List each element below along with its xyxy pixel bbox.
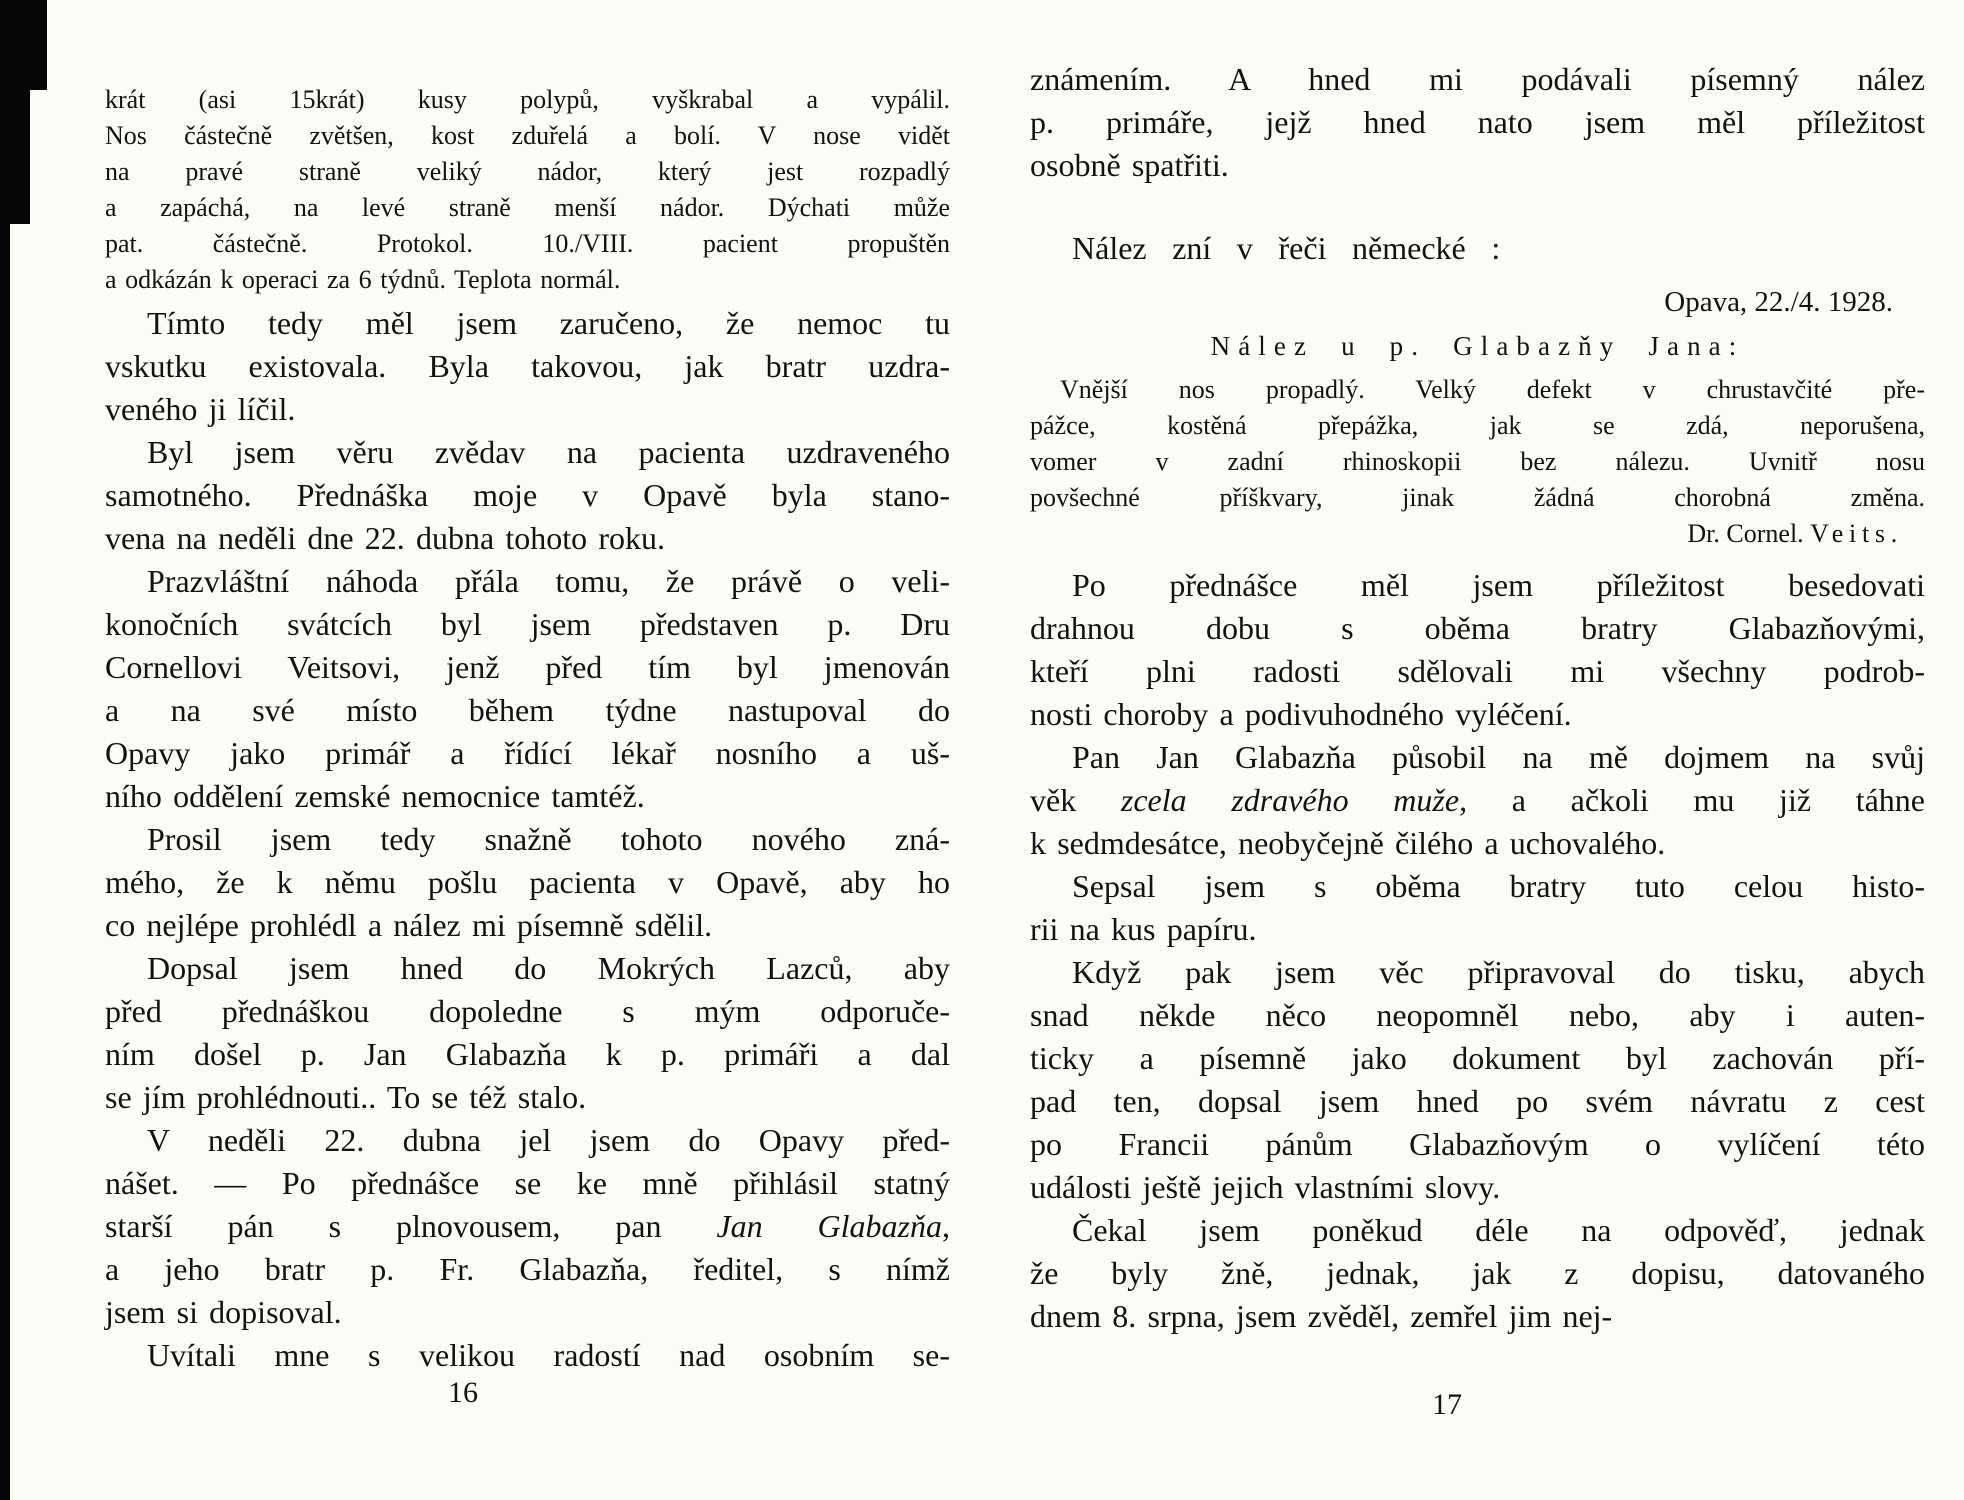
paragraph <box>105 947 950 1119</box>
text-line: že byly žně, jednak, jak z dopisu, datovaného <box>1030 1255 1925 1291</box>
text-line: Čekal jsem poněkud déle na odpověď, jednak <box>1072 1212 1925 1248</box>
paragraph <box>105 431 950 560</box>
text-line: nášet. — Po přednášce se ke mně přihlásil statný <box>105 1165 950 1201</box>
paragraph <box>1030 736 1925 865</box>
text-line: známením. A hned mi podávali písemný nález <box>1030 61 1925 97</box>
dateline: Opava, 22./4. 1928. <box>1664 286 1893 318</box>
text-line: konočních svátcích byl jsem představen p. Dru <box>105 606 950 642</box>
finding-intro: Nález zní v řeči německé : <box>1072 230 1501 266</box>
text-line: Když pak jsem věc připravoval do tisku, abych <box>1072 954 1925 990</box>
excerpt-line: pat. částečně. Protokol. 10./VIII. pacient propuštěn <box>105 229 950 258</box>
excerpt-line: Nos částečně zvětšen, kost zduřelá a bolí. V nose vidět <box>105 121 950 150</box>
paragraph <box>105 560 950 818</box>
excerpt-line: na pravé straně veliký nádor, který jest rozpadlý <box>105 157 950 186</box>
paragraph <box>1030 1209 1925 1338</box>
text-line: a jeho bratr p. Fr. Glabazňa, ředitel, s nímž <box>105 1251 950 1287</box>
text-line: p. primáře, jejž hned nato jsem měl příležitost <box>1030 104 1925 140</box>
italic-name: Jan Glabazňa <box>716 1208 943 1244</box>
text-segment: starší pán s plnovousem, pan <box>105 1208 717 1244</box>
excerpt-line: a zapáchá, na levé straně menší nádor. Dýchati může <box>105 193 950 222</box>
text-segment: , <box>942 1208 951 1244</box>
paragraph <box>105 1119 950 1334</box>
paragraph <box>105 818 950 947</box>
text-line: ního oddělení zemské nemocnice tamtéž. <box>105 778 645 814</box>
text-line: drahnou dobu s oběma bratry Glabazňovými, <box>1030 610 1925 646</box>
scan-artifact-top-bar-wide <box>28 0 47 90</box>
paragraph <box>1030 564 1925 736</box>
text-line: Prosil jsem tedy snažně tohoto nového zná- <box>147 821 950 857</box>
paragraph <box>105 302 950 431</box>
signature <box>1030 516 1925 552</box>
paragraph <box>1030 58 1925 187</box>
text-line: Tímto tedy měl jsem zaručeno, že nemoc tu <box>147 305 950 341</box>
page-number-left: 16 <box>448 1376 478 1409</box>
text-line: samotného. Přednáška moje v Opavě byla stano- <box>105 477 950 513</box>
excerpt-line: a odkázán k operaci za 6 týdnů. Teplota normál. <box>105 265 621 294</box>
report-line: pážce, kostěná přepážka, jak se zdá, neporušena, <box>1030 411 1925 440</box>
page-number-right: 17 <box>1432 1388 1462 1421</box>
protocol-excerpt <box>105 82 950 298</box>
text-line: nosti choroby a podivuhodného vyléčení. <box>1030 696 1572 732</box>
text-line: ním došel p. Jan Glabazňa k p. primáři a dal <box>105 1036 950 1072</box>
signature-name: Veits. <box>1810 519 1903 548</box>
text-line: rii na kus papíru. <box>1030 911 1257 947</box>
text-line: Pan Jan Glabazňa působil na mě dojmem na svůj <box>1072 739 1925 775</box>
text-line: Cornellovi Veitsovi, jenž před tím byl jmenován <box>105 649 950 685</box>
page-right <box>1030 58 1925 1338</box>
text-line: události ještě jejich vlastními slovy. <box>1030 1169 1501 1205</box>
text-line: Prazvláštní náhoda přála tomu, že právě o veli- <box>147 563 950 599</box>
report-line: povšechné příškvary, jinak žádná chorobná změna. <box>1030 483 1925 512</box>
report-line: vomer v zadní rhinoskopii bez nálezu. Uvnitř nosu <box>1030 447 1925 476</box>
text-line: pad ten, dopsal jsem hned po svém návratu z cest <box>1030 1083 1925 1119</box>
text-line: Dopsal jsem hned do Mokrých Lazců, aby <box>147 950 950 986</box>
text-line <box>105 1205 950 1248</box>
text-line: před přednáškou dopoledne s mým odporuče- <box>105 993 950 1029</box>
finding-report <box>1030 372 1925 516</box>
page-left <box>105 82 950 1377</box>
text-line: Uvítali mne s velikou radostí nad osobním se- <box>147 1337 950 1373</box>
text-line: Po přednášce měl jsem příležitost besedovati <box>1072 567 1925 603</box>
paragraph <box>105 1334 950 1377</box>
text-line: veného ji líčil. <box>105 391 296 427</box>
text-line: kteří plni radosti sdělovali mi všechny podrob- <box>1030 653 1925 689</box>
text-line: co nejlépe prohlédl a nález mi písemně sdělil. <box>105 907 713 943</box>
text-line: Sepsal jsem s oběma bratry tuto celou histo- <box>1072 868 1925 904</box>
text-segment: věk <box>1030 782 1121 818</box>
text-line: a na své místo během týdne nastupoval do <box>105 692 950 728</box>
text-line: dnem 8. srpna, jsem zvěděl, zemřel jim nej- <box>1030 1298 1613 1334</box>
text-line: vena na neděli dne 22. dubna tohoto roku. <box>105 520 666 556</box>
finding-heading: Nález u p. Glabazňy Jana: <box>1210 331 1745 361</box>
italic-phrase: zcela zdravého muže, <box>1120 782 1468 818</box>
text-line: vskutku existovala. Byla takovou, jak bratr uzdra- <box>105 348 950 384</box>
report-line: Vnější nos propadlý. Velký defekt v chrustavčité pře- <box>1060 375 1925 404</box>
text-line: Byl jsem věru zvědav na pacienta uzdraveného <box>147 434 950 470</box>
text-line: k sedmdesátce, neobyčejně čilého a uchovalého. <box>1030 825 1666 861</box>
text-segment: a ačkoli mu již táhne <box>1467 782 1926 818</box>
text-line: Opavy jako primář a řídící lékař nosního a uš- <box>105 735 950 771</box>
text-line: snad někde něco neopomněl nebo, aby i auten- <box>1030 997 1925 1033</box>
excerpt-line: krát (asi 15krát) kusy polypů, vyškrabal a vypálil. <box>105 85 950 114</box>
signature-title: Dr. Cornel. <box>1687 519 1811 548</box>
text-line <box>1030 779 1925 822</box>
scan-artifact-top-bar <box>8 0 30 224</box>
text-line: osobně spatřiti. <box>1030 147 1229 183</box>
text-line: jsem si dopisoval. <box>105 1294 342 1330</box>
text-line: V neděli 22. dubna jel jsem do Opavy před- <box>147 1122 950 1158</box>
text-line: po Francii pánům Glabazňovým o vylíčení této <box>1030 1126 1925 1162</box>
text-line: se jím prohlédnouti.. To se též stalo. <box>105 1079 587 1115</box>
scan-artifact-left-edge <box>0 0 10 1500</box>
paragraph <box>1030 951 1925 1209</box>
text-line: ticky a písemně jako dokument byl zachován pří- <box>1030 1040 1925 1076</box>
text-line: mého, že k němu pošlu pacienta v Opavě, aby ho <box>105 864 950 900</box>
paragraph <box>1030 865 1925 951</box>
